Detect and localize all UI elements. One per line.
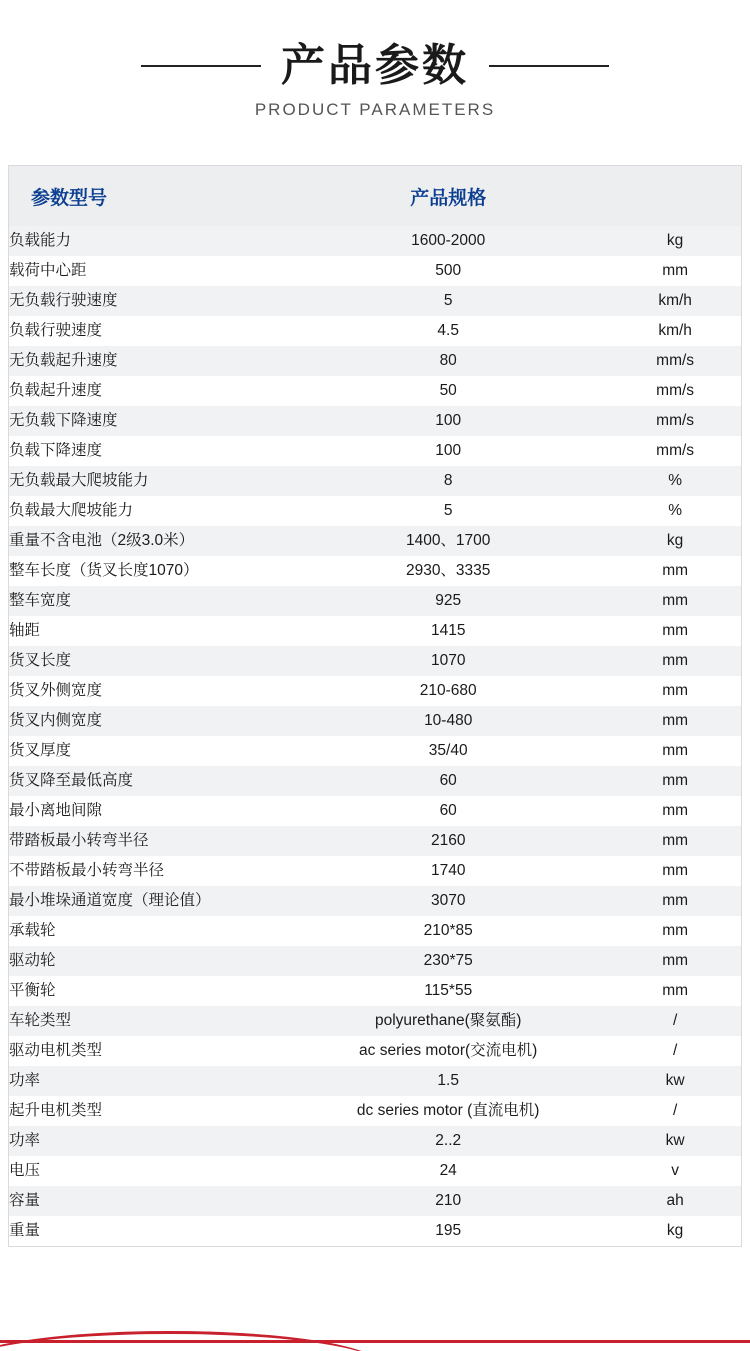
cell-parameter-value: 1.5: [287, 1066, 609, 1096]
cell-parameter-unit: km/h: [609, 286, 741, 316]
cell-parameter-value: 35/40: [287, 736, 609, 766]
cell-parameter-unit: v: [609, 1156, 741, 1186]
cell-parameter-name: 载荷中心距: [9, 256, 287, 286]
cell-parameter-unit: mm: [609, 616, 741, 646]
table-row: [9, 976, 741, 1006]
cell-parameter-value: 60: [287, 796, 609, 826]
cell-parameter-name: 重量: [9, 1216, 287, 1246]
cell-parameter-value: 3070: [287, 886, 609, 916]
cell-parameter-name: 货叉降至最低高度: [9, 766, 287, 796]
table-row: [9, 556, 741, 586]
table-row: [9, 436, 741, 466]
cell-parameter-unit: mm: [609, 676, 741, 706]
page-header: [0, 0, 750, 120]
cell-parameter-name: 承载轮: [9, 916, 287, 946]
table-row: [9, 646, 741, 676]
cell-parameter-value: 115*55: [287, 976, 609, 1006]
table-row: [9, 1156, 741, 1186]
cell-parameter-name: 负载能力: [9, 226, 287, 256]
cell-parameter-unit: %: [609, 466, 741, 496]
spec-table: [9, 166, 741, 1246]
cell-parameter-unit: km/h: [609, 316, 741, 346]
bottom-accent: [0, 1325, 750, 1351]
cell-parameter-unit: mm: [609, 766, 741, 796]
cell-parameter-value: 60: [287, 766, 609, 796]
spec-table-head: [9, 166, 741, 226]
cell-parameter-name: 功率: [9, 1066, 287, 1096]
column-header-spec: 产品规格: [287, 166, 609, 226]
cell-parameter-name: 负载下降速度: [9, 436, 287, 466]
cell-parameter-unit: mm/s: [609, 436, 741, 466]
cell-parameter-unit: kw: [609, 1066, 741, 1096]
table-row: [9, 826, 741, 856]
cell-parameter-value: 1740: [287, 856, 609, 886]
table-row: [9, 526, 741, 556]
table-row: [9, 466, 741, 496]
table-row: [9, 1066, 741, 1096]
cell-parameter-unit: kg: [609, 226, 741, 256]
cell-parameter-value: 4.5: [287, 316, 609, 346]
table-row: [9, 406, 741, 436]
cell-parameter-unit: mm: [609, 796, 741, 826]
table-row: [9, 1006, 741, 1036]
cell-parameter-unit: /: [609, 1036, 741, 1066]
cell-parameter-unit: mm: [609, 736, 741, 766]
title-rule-right: [489, 65, 609, 67]
cell-parameter-unit: kg: [609, 1216, 741, 1246]
cell-parameter-unit: mm: [609, 586, 741, 616]
table-row: [9, 316, 741, 346]
cell-parameter-value: 80: [287, 346, 609, 376]
cell-parameter-name: 负载最大爬坡能力: [9, 496, 287, 526]
cell-parameter-name: 车轮类型: [9, 1006, 287, 1036]
cell-parameter-value: 230*75: [287, 946, 609, 976]
column-header-unit: [609, 166, 741, 226]
table-row: [9, 676, 741, 706]
cell-parameter-value: polyurethane(聚氨酯): [287, 1006, 609, 1036]
table-row: [9, 706, 741, 736]
cell-parameter-value: 210: [287, 1186, 609, 1216]
cell-parameter-unit: kw: [609, 1126, 741, 1156]
cell-parameter-value: 1600-2000: [287, 226, 609, 256]
table-row: [9, 286, 741, 316]
cell-parameter-name: 驱动轮: [9, 946, 287, 976]
table-row: [9, 346, 741, 376]
table-row: [9, 616, 741, 646]
title-rule-left: [141, 65, 261, 67]
cell-parameter-value: 1070: [287, 646, 609, 676]
cell-parameter-unit: /: [609, 1006, 741, 1036]
cell-parameter-value: 50: [287, 376, 609, 406]
cell-parameter-name: 轴距: [9, 616, 287, 646]
table-row: [9, 916, 741, 946]
spec-table-container: [8, 165, 742, 1247]
cell-parameter-name: 无负载下降速度: [9, 406, 287, 436]
cell-parameter-name: 平衡轮: [9, 976, 287, 1006]
cell-parameter-unit: /: [609, 1096, 741, 1126]
cell-parameter-unit: mm: [609, 556, 741, 586]
table-header-row: [9, 166, 741, 226]
cell-parameter-name: 货叉厚度: [9, 736, 287, 766]
cell-parameter-unit: mm: [609, 856, 741, 886]
column-header-name: 参数型号: [9, 166, 287, 226]
cell-parameter-unit: mm/s: [609, 346, 741, 376]
cell-parameter-name: 带踏板最小转弯半径: [9, 826, 287, 856]
table-row: [9, 886, 741, 916]
cell-parameter-value: 2..2: [287, 1126, 609, 1156]
cell-parameter-name: 负载行驶速度: [9, 316, 287, 346]
cell-parameter-unit: mm/s: [609, 376, 741, 406]
table-row: [9, 796, 741, 826]
cell-parameter-name: 起升电机类型: [9, 1096, 287, 1126]
cell-parameter-name: 不带踏板最小转弯半径: [9, 856, 287, 886]
cell-parameter-name: 货叉内侧宽度: [9, 706, 287, 736]
cell-parameter-value: 5: [287, 286, 609, 316]
cell-parameter-unit: %: [609, 496, 741, 526]
cell-parameter-value: 210-680: [287, 676, 609, 706]
cell-parameter-value: 24: [287, 1156, 609, 1186]
cell-parameter-unit: mm/s: [609, 406, 741, 436]
cell-parameter-value: 10-480: [287, 706, 609, 736]
cell-parameter-value: dc series motor (直流电机): [287, 1096, 609, 1126]
cell-parameter-name: 负载起升速度: [9, 376, 287, 406]
cell-parameter-value: ac series motor(交流电机): [287, 1036, 609, 1066]
cell-parameter-name: 最小离地间隙: [9, 796, 287, 826]
table-row: [9, 766, 741, 796]
cell-parameter-value: 500: [287, 256, 609, 286]
cell-parameter-value: 195: [287, 1216, 609, 1246]
cell-parameter-name: 容量: [9, 1186, 287, 1216]
table-row: [9, 736, 741, 766]
cell-parameter-unit: ah: [609, 1186, 741, 1216]
table-row: [9, 1096, 741, 1126]
cell-parameter-name: 功率: [9, 1126, 287, 1156]
cell-parameter-value: 2930、3335: [287, 556, 609, 586]
table-row: [9, 226, 741, 256]
cell-parameter-value: 100: [287, 406, 609, 436]
table-row: [9, 1216, 741, 1246]
cell-parameter-value: 925: [287, 586, 609, 616]
cell-parameter-name: 货叉长度: [9, 646, 287, 676]
table-row: [9, 256, 741, 286]
cell-parameter-name: 无负载最大爬坡能力: [9, 466, 287, 496]
cell-parameter-name: 货叉外侧宽度: [9, 676, 287, 706]
cell-parameter-name: 电压: [9, 1156, 287, 1186]
table-row: [9, 1036, 741, 1066]
cell-parameter-name: 无负载起升速度: [9, 346, 287, 376]
cell-parameter-unit: mm: [609, 916, 741, 946]
table-row: [9, 1186, 741, 1216]
cell-parameter-unit: mm: [609, 976, 741, 1006]
cell-parameter-unit: mm: [609, 946, 741, 976]
accent-swoosh: [0, 1331, 380, 1351]
cell-parameter-unit: mm: [609, 646, 741, 676]
cell-parameter-name: 无负载行驶速度: [9, 286, 287, 316]
table-row: [9, 376, 741, 406]
cell-parameter-name: 驱动电机类型: [9, 1036, 287, 1066]
cell-parameter-unit: mm: [609, 706, 741, 736]
cell-parameter-value: 1415: [287, 616, 609, 646]
cell-parameter-unit: mm: [609, 886, 741, 916]
cell-parameter-unit: kg: [609, 526, 741, 556]
cell-parameter-name: 最小堆垛通道宽度（理论值）: [9, 886, 287, 916]
spec-table-body: [9, 226, 741, 1246]
page-subtitle: PRODUCT PARAMETERS: [254, 100, 496, 120]
table-row: [9, 1126, 741, 1156]
cell-parameter-value: 2160: [287, 826, 609, 856]
table-row: [9, 856, 741, 886]
cell-parameter-unit: mm: [609, 256, 741, 286]
cell-parameter-unit: mm: [609, 826, 741, 856]
cell-parameter-value: 5: [287, 496, 609, 526]
table-row: [9, 586, 741, 616]
cell-parameter-name: 重量不含电池（2级3.0米）: [9, 526, 287, 556]
cell-parameter-value: 100: [287, 436, 609, 466]
cell-parameter-name: 整车长度（货叉长度1070）: [9, 556, 287, 586]
page-title: 产品参数: [281, 41, 469, 90]
cell-parameter-value: 210*85: [287, 916, 609, 946]
cell-parameter-value: 8: [287, 466, 609, 496]
table-row: [9, 946, 741, 976]
cell-parameter-value: 1400、1700: [287, 526, 609, 556]
title-row: [0, 42, 750, 90]
cell-parameter-name: 整车宽度: [9, 586, 287, 616]
table-row: [9, 496, 741, 526]
